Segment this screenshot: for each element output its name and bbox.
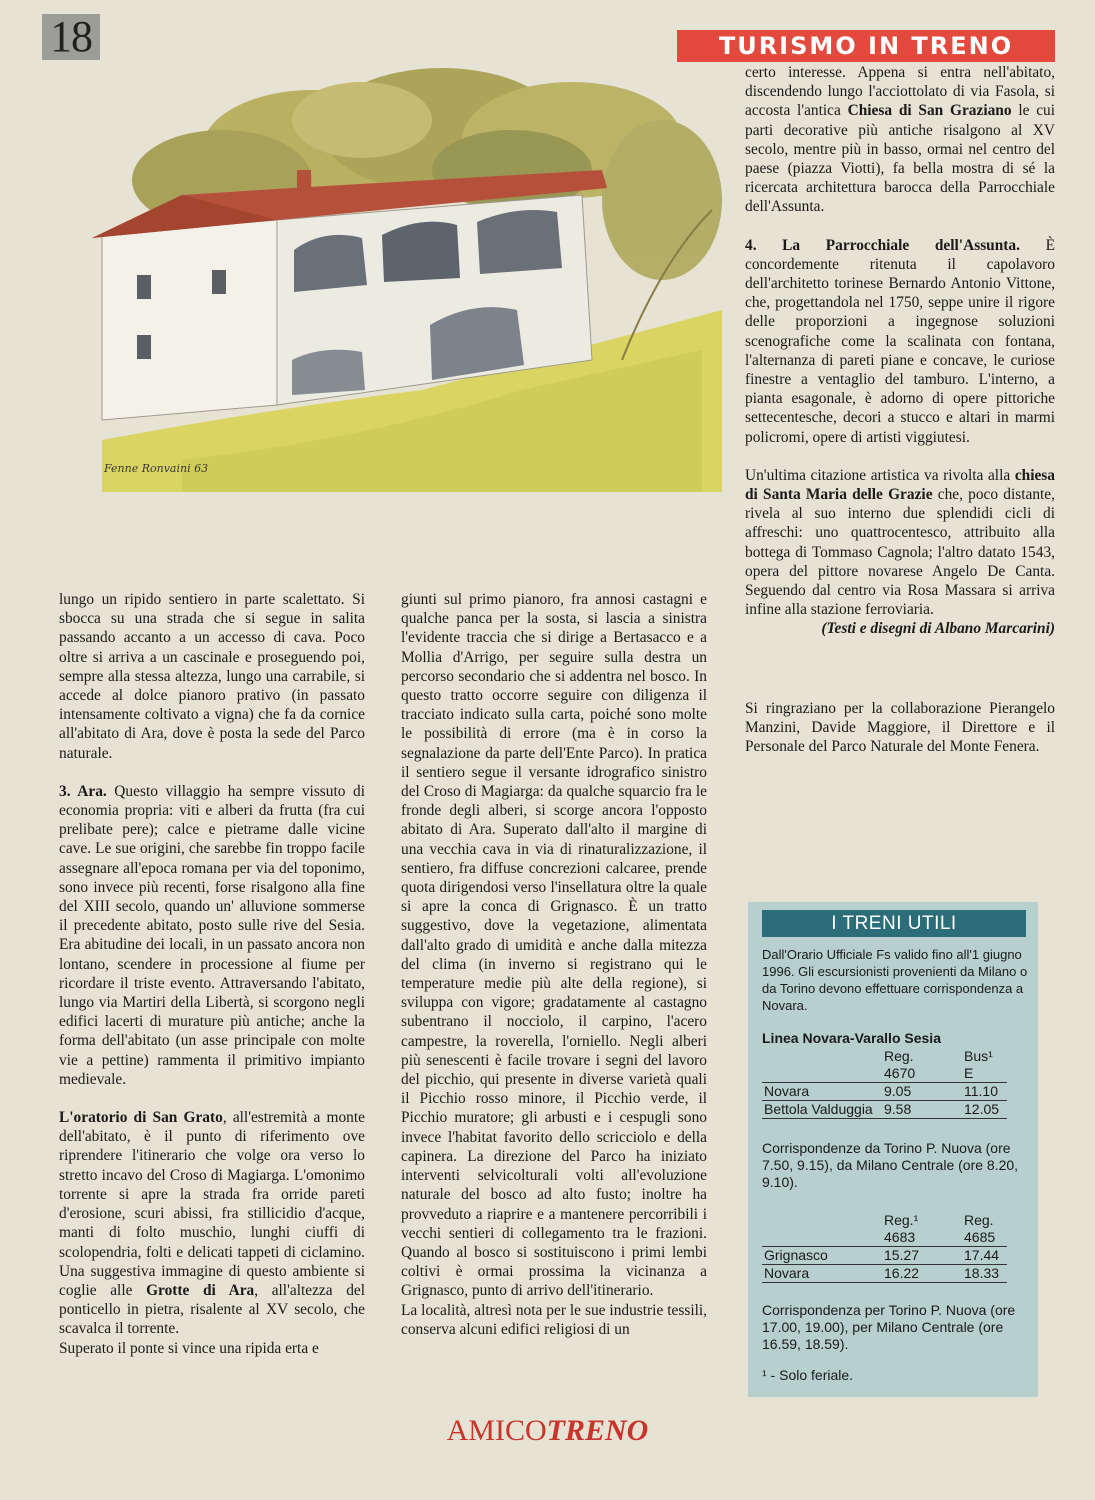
station-cell: Novara bbox=[762, 1083, 882, 1101]
connections-text: Corrispondenze da Torino P. Nuova (ore 7.50, 9.15), da Milano Centrale (ore 8.20, 9.10). bbox=[762, 1140, 1019, 1190]
logo-part: TRENO bbox=[546, 1414, 649, 1447]
connections-text: Corrispondenza per Torino P. Nuova (ore 17.00, 19.00), per Milano Centrale (ore 16.59, 18.59). bbox=[762, 1302, 1016, 1352]
timetable-outbound bbox=[762, 1048, 1007, 1119]
loggia-arch bbox=[382, 222, 460, 282]
highlight: chiesa di Santa Maria delle Grazie bbox=[745, 466, 1055, 504]
train-box-title: I TRENI UTILI bbox=[762, 910, 1026, 937]
section-banner: TURISMO IN TRENO bbox=[677, 30, 1055, 62]
paragraph bbox=[59, 782, 365, 1089]
table-header: 4685 bbox=[962, 1229, 1007, 1247]
paragraph-text: certo interesse. Appena si entra nell'abitato, discendendo lungo l'acciottolato di via Fasola, si accosta l'antica bbox=[745, 64, 1055, 120]
station-cell: Novara bbox=[762, 1265, 882, 1283]
time-cell: 9.58 bbox=[882, 1101, 962, 1119]
logo-part: AMICO bbox=[446, 1414, 547, 1447]
table-header: 4683 bbox=[882, 1229, 962, 1247]
highlight: Grotte di Ara bbox=[146, 1281, 255, 1299]
paragraph-text: Un'ultima citazione artistica va rivolta alla bbox=[745, 466, 1015, 484]
footnote: ¹ - Solo feriale. bbox=[762, 1367, 854, 1383]
table-row bbox=[762, 1101, 1007, 1119]
station-cell: Grignasco bbox=[762, 1247, 882, 1265]
time-cell: 17.44 bbox=[962, 1247, 1007, 1265]
author-credits: (Testi e disegni di Albano Marcarini) bbox=[821, 620, 1055, 638]
time-cell: 15.27 bbox=[882, 1247, 962, 1265]
paragraph bbox=[745, 466, 1055, 620]
page-number: 18 bbox=[42, 14, 100, 60]
table-header: Reg. bbox=[884, 1048, 914, 1064]
table-header: Bus¹ bbox=[964, 1048, 993, 1064]
line-title: Linea Novara-Varallo Sesia bbox=[762, 1030, 941, 1046]
table-row bbox=[762, 1083, 1007, 1101]
time-cell: 11.10 bbox=[962, 1083, 1007, 1101]
time-cell: 12.05 bbox=[962, 1101, 1007, 1119]
table-header: Reg. bbox=[964, 1212, 994, 1228]
highlight: Chiesa di San Graziano bbox=[847, 102, 1012, 120]
paragraph bbox=[59, 1108, 365, 1338]
article-column-2 bbox=[401, 590, 707, 1339]
paragraph bbox=[745, 236, 1055, 447]
magazine-logo bbox=[0, 1414, 1095, 1448]
time-cell: 18.33 bbox=[962, 1265, 1007, 1283]
loggia-arch bbox=[477, 210, 562, 274]
paragraph: giunti sul primo pianoro, fra annosi castagni e qualche panca per la sosta, si lascia a sinistra l'evidente traccia che si dirige a Bertasacco e a Mollia d'Arrigo, per seguire sulla destra un percorso secondario che si addentra nel bosco. In questo tratto occorre seguire con diligenza il tracciato indicato sulla carta, poiché sono molte le possibilità di errore (ma è in corso la segnalazione da parte dell'Ente Parco). In pratica il sentiero segue il versante idrografico sinistro del Croso di Magiarga: da qualche squarcio fra le fronde degli alberi, si scorge ancora l'opposto abitato di Ara. Superato dall'alto il margine di una vecchia cava in via di rinaturalizzazione, il sentiero, fra diffuse concrezioni calcaree, prende quota dirigendosi verso l'insellatura oltre la quale si apre la conca di Grignasco. È un tratto suggestivo, dove la vegetazione, alimentata dall'alto grado di umidità e anche dalla mitezza del clima (in inverno si registrano qui le temperature medie più alte della regione), si sviluppa con vigore; gradatamente al castagno subentrano il nocciolo, il carpino, l'acero campestre, la roverella, l'orniello. Negli alberi più senescenti è facile trovare i segni del lavoro del picchio, qui presente in diverse varietà quali il Picchio rosso minore, il Picchio verde, il Picchio muratore; gli arbusti e i cespugli sono invece l'habitat favorito dello scricciolo e della capinera. La direzione del Parco ha iniziato interventi selvicolturali volti all'evoluzione naturale del bosco ad alto fusto; inoltre ha provveduto a riaprire e a mantenere percorribili i vecchi sentieri di collegamento tra le frazioni. Quando al bosco si sostituiscono i primi lembi coltivi è ormai prossima la vicinanza a Grignasco, punto di arrivo dell'itinerario. bbox=[401, 591, 707, 1300]
paragraph-text: le cui parti decorative più antiche risalgono al XV secolo, mentre più in basso, ormai nel centro del paese (piazza Viotti), fa bella mostra di sé la ricercata architettura barocca della Parrocchiale dell'Assunta. bbox=[745, 102, 1055, 216]
paragraph: La località, altresì nota per le sue industrie tessili, conserva alcuni edifici religiosi di un bbox=[401, 1301, 707, 1338]
paragraph-text: , all'altezza del ponticello in pietra, risalente al XV secolo, che scavalca il torrente. bbox=[59, 1281, 365, 1338]
paragraph-text: Questo villaggio ha sempre vissuto di economia propria: viti e alberi da frutta (fra cui prelibate pere); calce e pietrame dalle vicine cave. Le sue origini, che sarebbe fin troppo facile assegnare all'epoca romana per via del toponimo, sono invece più recenti, forse risalgono alla fine del XIII secolo, quando un' alluvione sommerse il precedente abitato, posto sulle rive del Sesia. Era abitudine dei locali, in un passato ancora non lontano, scendere in processione al fiume per ricordare il triste evento. Attraversando l'abitato, lungo via Martiri della Libertà, si scorgono negli edifici lacerti di murature più antiche; anche la forma dell'abitato (un asse principale con molte vie a pettine) rammenta il primitivo impianto medievale. bbox=[59, 782, 365, 1088]
paragraph: lungo un ripido sentiero in parte scalettato. Si sbocca su una strada che si segue in salita passando accanto a un accesso di cava. Poco oltre si arriva a un cascinale e proseguendo poi, sempre alla stessa altezza, lungo una carrabile, si accede al dolce pianoro prativo (in passato intensamente coltivato a vigna) che fa da cornice all'abitato di Ara, dove è posta la sede del Parco naturale. bbox=[59, 591, 365, 762]
train-info-box bbox=[748, 902, 1038, 1397]
paragraph-text: che, poco distante, rivela al suo interno due splendidi cicli di affreschi: uno quattrocentesco, attribuito alla bottega di Tommaso Cagnola; l'altro datato 1543, opera del pittore novarese Angelo De Canta. Seguendo dal centro via Rosa Massara si arriva infine alla stazione ferroviaria. bbox=[745, 486, 1055, 619]
timetable-return bbox=[762, 1212, 1007, 1283]
paragraph-text: , all'estremità a monte dell'abitato, è il punto di riferimento ove riprendere l'itinerario che volge ora verso lo stretto incavo del Croso di Magiarga. L'omonimo torrente si apre la strada fra orride pareti d'erosione, scuri abissi, fra stillicidio d'acque, manti di folto muschio, lunghi ciuffi di scolopendria, folti e delicati tappeti di ciclamino. Una suggestiva immagine di questo ambiente si coglie alle bbox=[59, 1109, 365, 1299]
article-column-1 bbox=[59, 590, 365, 1358]
section-heading: 3. Ara. bbox=[59, 782, 107, 800]
loggia-arch bbox=[294, 235, 367, 292]
acknowledgements: Si ringraziano per la collaborazione Pierangelo Manzini, Davide Maggiore, il Direttore e il Personale del Parco Naturale del Monte Fenera. bbox=[745, 699, 1055, 756]
table-row bbox=[762, 1247, 1007, 1265]
farmhouse-illustration bbox=[62, 60, 730, 492]
section-heading: L'oratorio di San Grato bbox=[59, 1109, 223, 1127]
time-cell: 16.22 bbox=[882, 1265, 962, 1283]
article-column-3 bbox=[745, 63, 1055, 756]
section-heading: 4. La Parrocchiale dell'Assunta. bbox=[745, 236, 1020, 254]
table-header: E bbox=[962, 1065, 1007, 1083]
table-row bbox=[762, 1265, 1007, 1283]
paragraph bbox=[745, 63, 1055, 217]
train-box-intro: Dall'Orario Ufficiale Fs valido fino all'1 giugno 1996. Gli escursionisti provenienti da Milano o da Torino devono effettuare corrispondenza a Novara. bbox=[762, 947, 1028, 1013]
table-header: 4670 bbox=[882, 1065, 962, 1083]
house-left-wall bbox=[102, 220, 277, 420]
paragraph-text: È concordemente ritenuta il capolavoro dell'architetto torinese Bernardo Antonio Vittone, che, progettandola nel 1750, seppe unire il rigore delle proporzioni a ingegnose soluzioni scenografiche come la scalinata con fontana, l'alternanza di pareti piane e concave, le curiose finestre a ventaglio del tamburo. L'interno, a pianta esagonale, è adorno di opere pittoriche settecentesche, decori a stucco e altari in marmi policromi, opere di artisti viggiutesi. bbox=[745, 236, 1055, 446]
time-cell: 9.05 bbox=[882, 1083, 962, 1101]
paragraph: Superato il ponte si vince una ripida erta e bbox=[59, 1339, 319, 1357]
station-cell: Bettola Valduggia bbox=[762, 1101, 882, 1119]
artist-signature: Fenne Ronvaini 63 bbox=[104, 462, 209, 475]
table-header: Reg.¹ bbox=[884, 1212, 919, 1228]
